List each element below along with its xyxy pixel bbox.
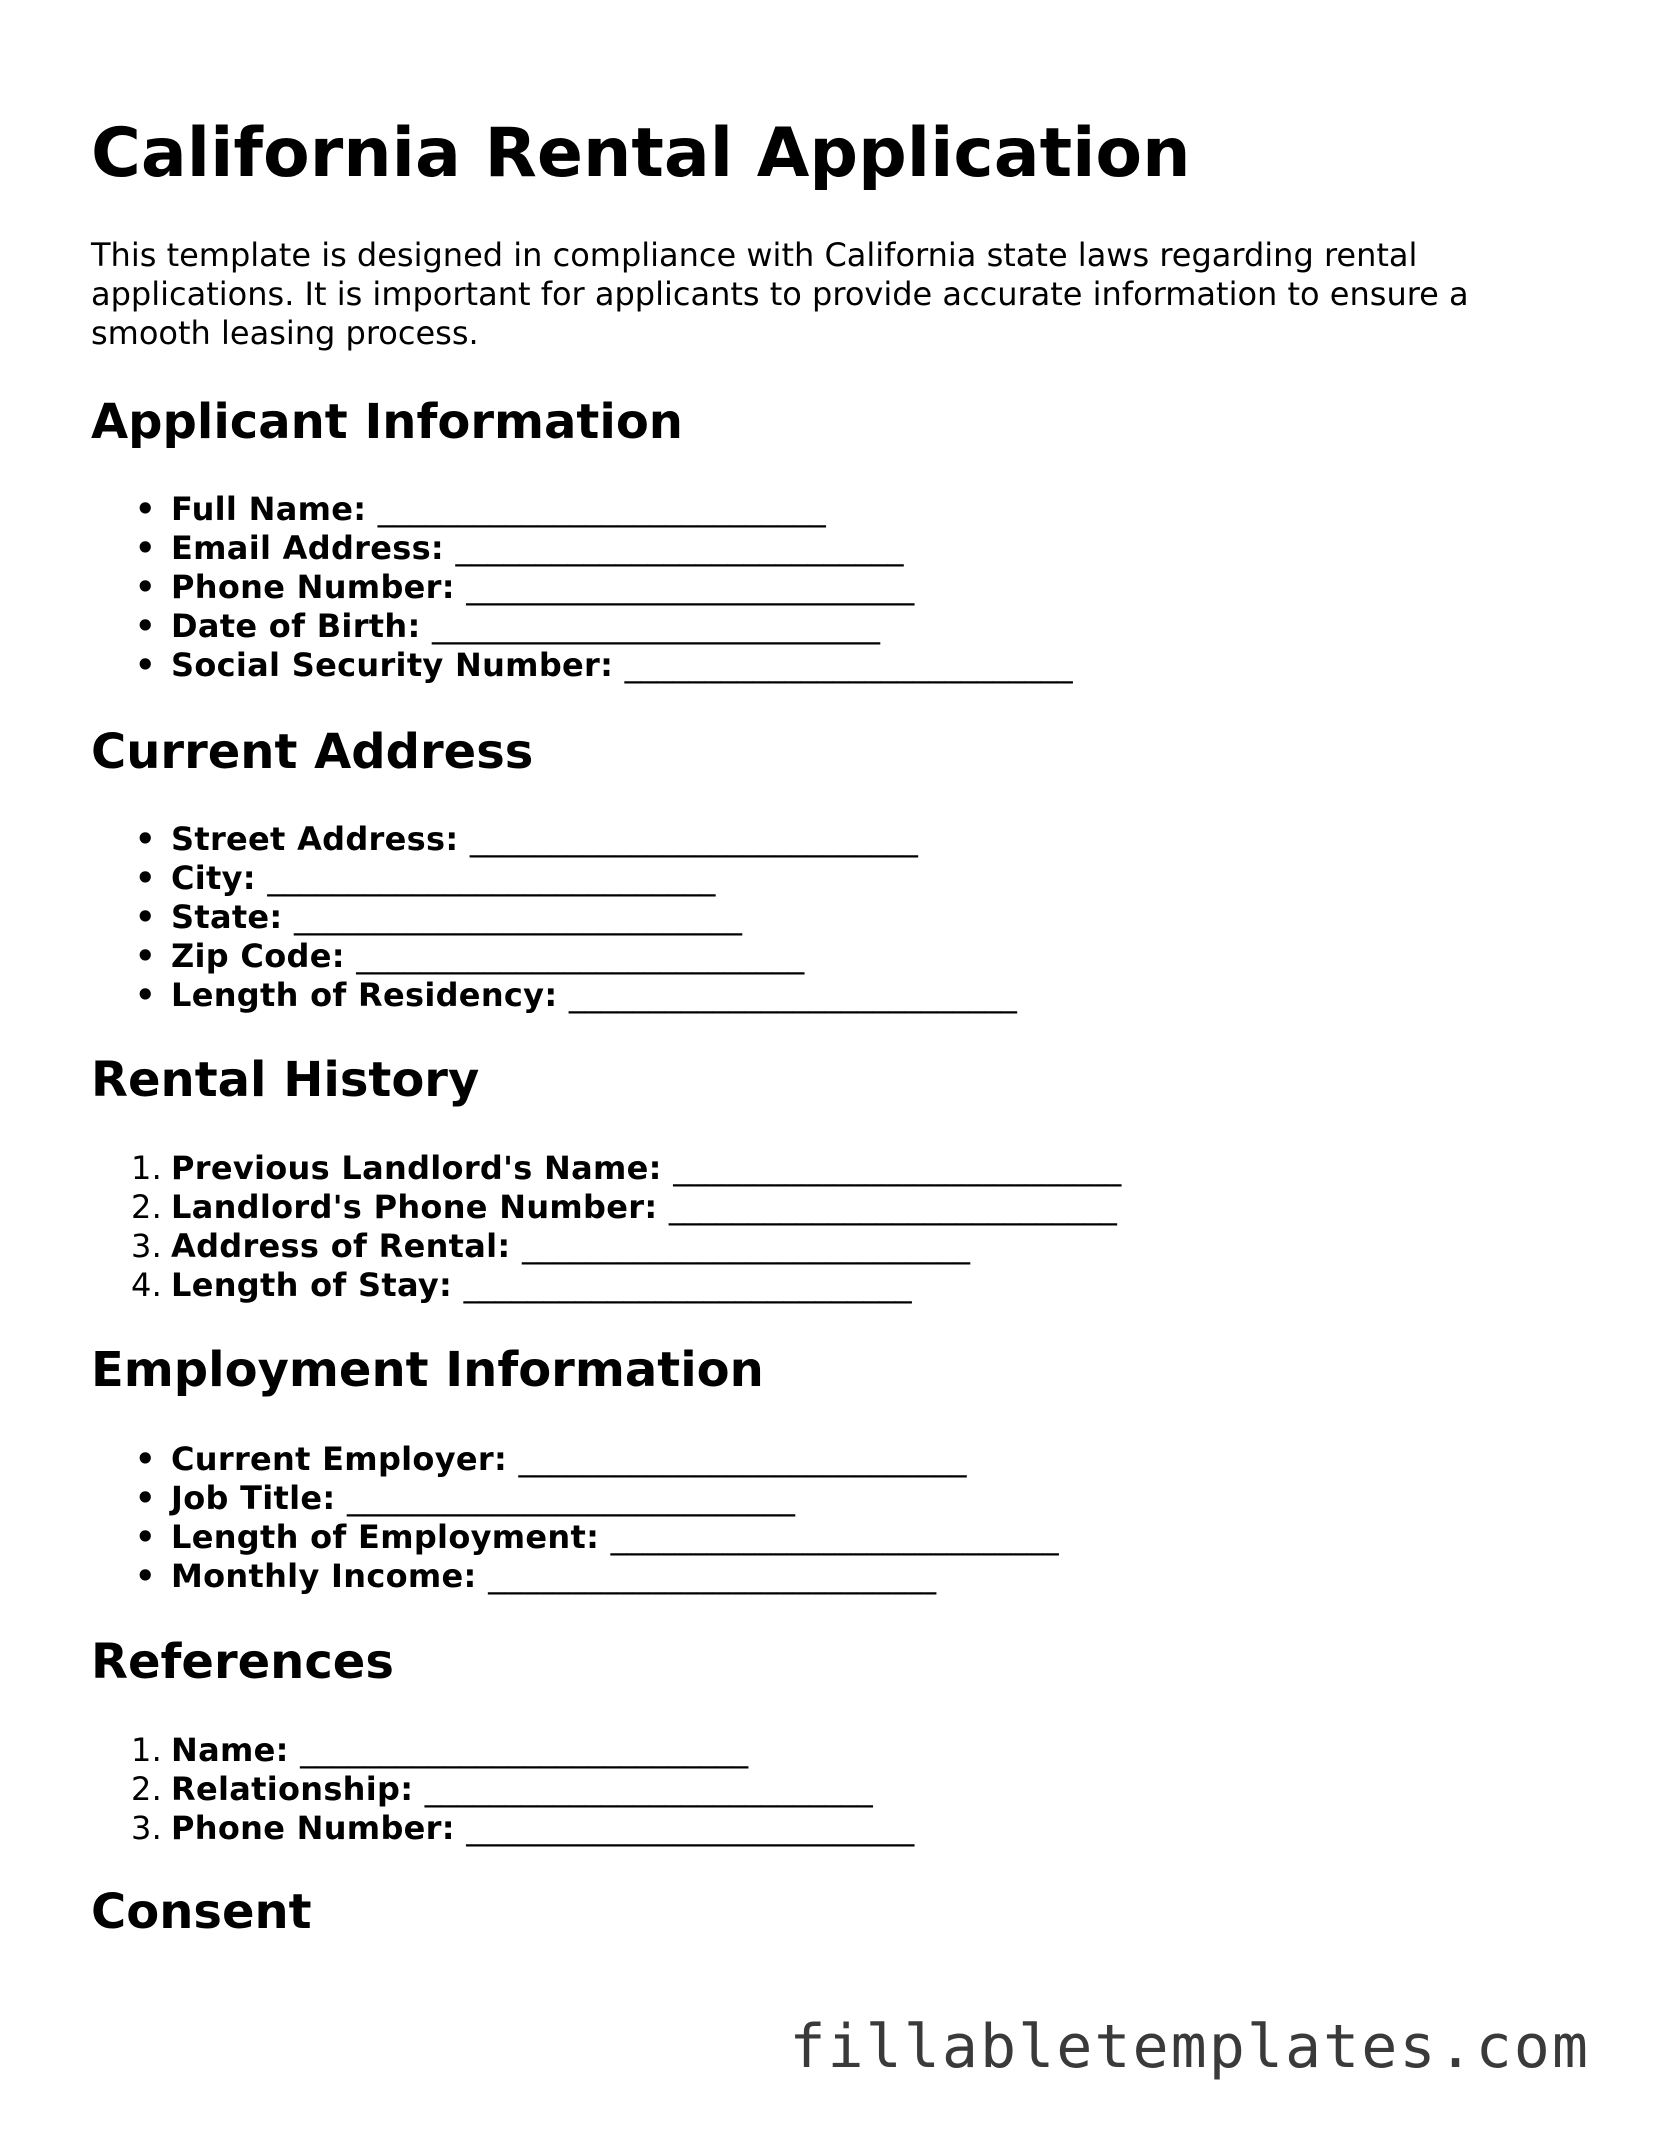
field-social-security-number: • Social Security Number: ____________________________ <box>91 646 1073 685</box>
fill-blank[interactable]: ____________________________ <box>668 1188 1117 1226</box>
intro-paragraph: This template is designed in compliance with California state laws regarding rental applications. It is important for applicants to provide accurate information to ensure a smooth leasing process. <box>91 236 1469 352</box>
field-date-of-birth: • Date of Birth: ____________________________ <box>91 607 1073 646</box>
field-state: • State: ____________________________ <box>91 898 1017 937</box>
heading-references: References <box>91 1634 394 1690</box>
fill-blank[interactable]: ____________________________ <box>455 529 904 567</box>
field-phone-number: • Phone Number: ____________________________ <box>91 568 1073 607</box>
field-length-of-employment: • Length of Employment: ____________________________ <box>91 1518 1059 1557</box>
fill-blank[interactable]: ____________________________ <box>521 1227 970 1265</box>
employment-fields-list <box>91 1440 1059 1596</box>
fill-blank[interactable]: ____________________________ <box>624 646 1073 684</box>
field-address-of-rental: 3. Address of Rental: ____________________________ <box>131 1227 970 1265</box>
fill-blank[interactable]: ____________________________ <box>300 1731 749 1769</box>
references-fields-list <box>91 1731 914 1848</box>
watermark: fillabletemplates.com <box>789 2012 1590 2082</box>
rental-fields-list <box>91 1149 1121 1305</box>
field-street-address: • Street Address: ____________________________ <box>91 820 1017 859</box>
fill-blank[interactable]: ____________________________ <box>377 490 826 528</box>
address-fields-list <box>91 820 1017 1015</box>
fill-blank[interactable]: ____________________________ <box>432 607 881 645</box>
page-title: California Rental Application <box>91 114 1191 193</box>
fill-blank[interactable]: ____________________________ <box>463 1266 912 1304</box>
fill-blank[interactable]: ____________________________ <box>466 568 915 606</box>
fill-blank[interactable]: ____________________________ <box>356 937 805 975</box>
fill-blank[interactable]: ____________________________ <box>466 1809 915 1847</box>
heading-rental-history: Rental History <box>91 1052 480 1108</box>
fill-blank[interactable]: ____________________________ <box>267 859 716 897</box>
fill-blank[interactable]: ____________________________ <box>424 1770 873 1808</box>
fill-blank[interactable]: ____________________________ <box>568 976 1017 1014</box>
field-full-name: • Full Name: ____________________________ <box>91 490 1073 529</box>
field-length-of-residency: • Length of Residency: ____________________________ <box>91 976 1017 1015</box>
fill-blank[interactable]: ____________________________ <box>469 820 918 858</box>
fill-blank[interactable]: ____________________________ <box>518 1440 967 1478</box>
field-landlord-phone-number: 2. Landlord's Phone Number: ____________________________ <box>131 1188 1117 1226</box>
field-current-employer: • Current Employer: ____________________________ <box>91 1440 1059 1479</box>
fill-blank[interactable]: ____________________________ <box>610 1518 1059 1556</box>
field-reference-relationship: 2. Relationship: ____________________________ <box>131 1770 873 1808</box>
heading-employment-information: Employment Information <box>91 1342 764 1398</box>
fill-blank[interactable]: ____________________________ <box>294 898 742 936</box>
field-city: • City: ____________________________ <box>91 859 1017 898</box>
fill-blank[interactable]: ____________________________ <box>673 1149 1122 1187</box>
field-previous-landlord-name: 1. Previous Landlord's Name: ____________________________ <box>131 1149 1122 1187</box>
fill-blank[interactable]: ____________________________ <box>488 1557 937 1595</box>
fill-blank[interactable]: ____________________________ <box>346 1479 795 1517</box>
field-email-address: • Email Address: ____________________________ <box>91 529 1073 568</box>
heading-current-address: Current Address <box>91 724 534 780</box>
field-length-of-stay: 4. Length of Stay: ____________________________ <box>131 1266 912 1304</box>
field-reference-phone-number: 3. Phone Number: ____________________________ <box>131 1809 915 1847</box>
field-reference-name: 1. Name: ____________________________ <box>131 1731 749 1769</box>
heading-consent: Consent <box>91 1884 312 1940</box>
applicant-fields-list <box>91 490 1073 685</box>
heading-applicant-information: Applicant Information <box>91 394 683 450</box>
field-zip-code: • Zip Code: ____________________________ <box>91 937 1017 976</box>
field-job-title: • Job Title: ____________________________ <box>91 1479 1059 1518</box>
field-monthly-income: • Monthly Income: ____________________________ <box>91 1557 1059 1596</box>
